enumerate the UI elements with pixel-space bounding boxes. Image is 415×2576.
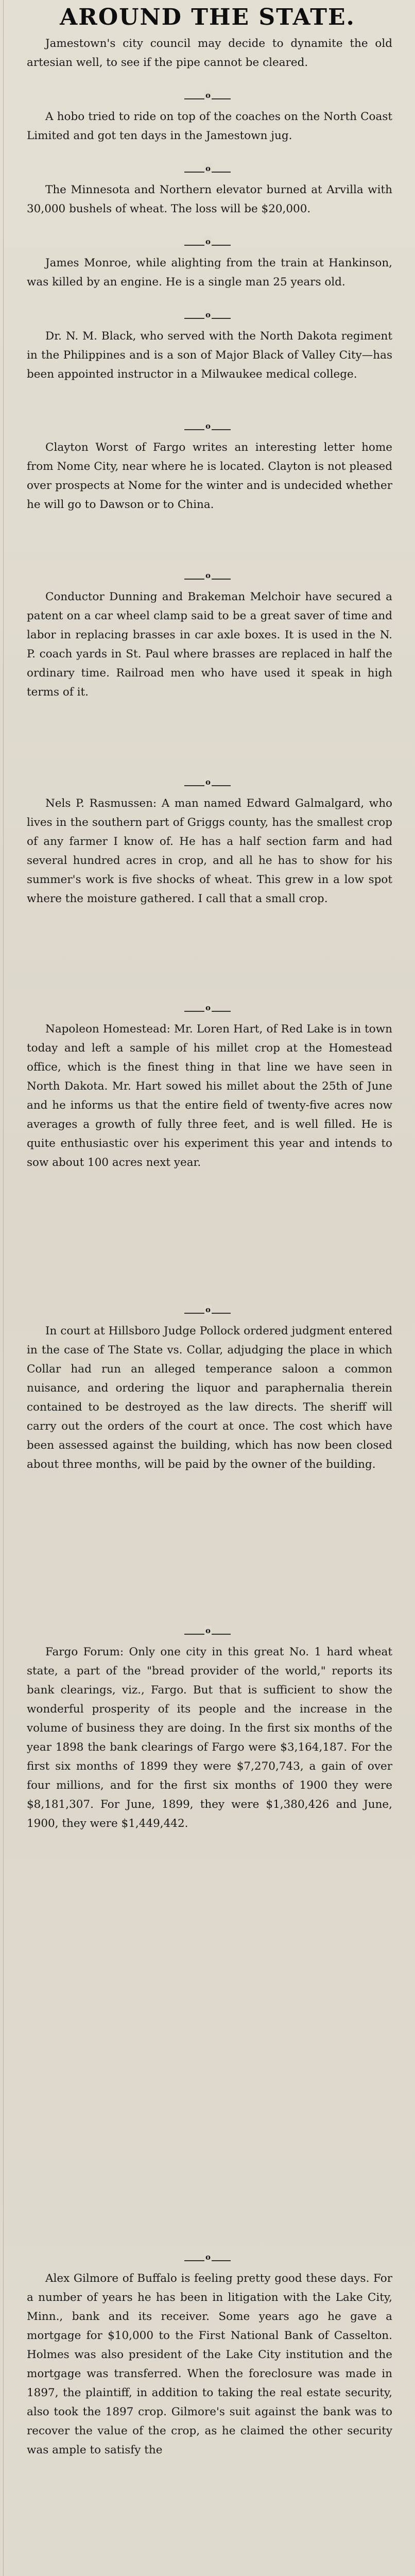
page-title: AROUND THE STATE. <box>60 4 355 30</box>
article-separator <box>184 241 231 248</box>
article-napoleon-homestead: Napoleon Homestead: Mr. Loren Hart, of Red Lake is in town today and left a sample of his millet crop at the Homestead office, which is the finest thing in that line we have seen in North Dakota. Mr. Hart sowed his millet about the 25th of June and he informs us that the entire field of twenty-five acres now averages a growth of fully three feet, and is well filled. He is quite enthusiastic over his experiment this year and intends to sow about 100 acres next year. <box>27 1023 392 1169</box>
column-rule <box>3 0 4 2576</box>
article-james-monroe: James Monroe, while alighting from the train at Hankinson, was killed by an engine. He is a single man 25 years old. <box>27 257 392 289</box>
article-separator <box>184 2257 231 2264</box>
article-dr-black: Dr. N. M. Black, who served with the North Dakota regiment in the Philippines and is a son of Major Black of Valley City—has been appointed instructor in a Milwaukee medical college. <box>27 330 392 381</box>
article-elevator-fire: The Minnesota and Northern elevator burned at Arvilla with 30,000 bushels of wheat. The loss will be $20,000. <box>27 183 392 215</box>
article-separator <box>184 95 231 102</box>
article-patent-clamp: Conductor Dunning and Brakeman Melchoir have secured a patent on a car wheel clamp said to be a great saver of time and labor in replacing brasses in car axle boxes. It is used in the N. P. coach yards in St. Paul where brasses are replaced in half the ordinary time. Railroad men who have used it speak in high terms of it. <box>27 590 392 699</box>
article-separator <box>184 426 231 433</box>
article-separator <box>184 168 231 175</box>
article-separator <box>184 575 231 582</box>
article-separator <box>184 1630 231 1637</box>
article-separator <box>184 314 231 321</box>
article-rasmussen: Nels P. Rasmussen: A man named Edward Galmalgard, who lives in the southern part of Griggs county, has the smallest crop of any farmer I know of. He has a half section farm and had several hundred acres in crop, and all he has to show for his summer's work is five shocks of wheat. This grew in a low spot where the moisture gathered. I call that a small crop. <box>27 797 392 905</box>
article-hobo: A hobo tried to ride on top of the coaches on the North Coast Limited and got ten days in the Jamestown jug. <box>27 110 392 142</box>
article-jamestown-well: Jamestown's city council may decide to dynamite the old artesian well, to see if the pipe cannot be cleared. <box>27 37 392 69</box>
article-alex-gilmore: Alex Gilmore of Buffalo is feeling pretty good these days. For a number of years he has been in litigation with the Lake City, Minn., bank and its receiver. Some years ago he gave a mortgage for $10,000 to the First National Bank of Casselton. Holmes was also president of the Lake City institution and the mortgage was transferred. When the foreclosure was made in 1897, the plaintiff, in addition to taking the real estate security, also took the 1897 crop. Gilmore's suit against the bank was to recover the value of the crop, as he claimed the other security was ample to satisfy the <box>27 2272 392 2456</box>
article-separator <box>184 1309 231 1316</box>
article-hillsboro-court: In court at Hillsboro Judge Pollock ordered judgment entered in the case of The State vs. Collar, adjudging the place in which Collar had run an alleged temperance saloon a common nuisance, and ordering the liquor and paraphernalia therein contained to be destroyed as the law directs. The sheriff will carry out the orders of the court at once. The cost which have been assessed against the building, which has now been closed about three months, will be paid by the owner of the building. <box>27 1325 392 1471</box>
article-clayton-worst: Clayton Worst of Fargo writes an interesting letter home from Nome City, near where he is located. Clayton is not pleased over prospects at Nome for the winter and is undecided whether he will go to Dawson or to China. <box>27 441 392 511</box>
article-separator <box>184 1007 231 1014</box>
article-separator <box>184 782 231 789</box>
article-fargo-forum: Fargo Forum: Only one city in this great No. 1 hard wheat state, a part of the "bread provider of the world," reports its bank clearings, viz., Fargo. But that is sufficient to show the wonderful prosperity of its people and the increase in the volume of business they are doing. In the first six months of the year 1898 the bank clearings of Fargo were $3,164,187. For the first six months of 1899 they were $7,270,743, a gain of over four millions, and for the first six months of 1900 they were $8,181,307. For June, 1899, they were $1,380,426 and June, 1900, they were $1,449,442. <box>27 1646 392 1830</box>
